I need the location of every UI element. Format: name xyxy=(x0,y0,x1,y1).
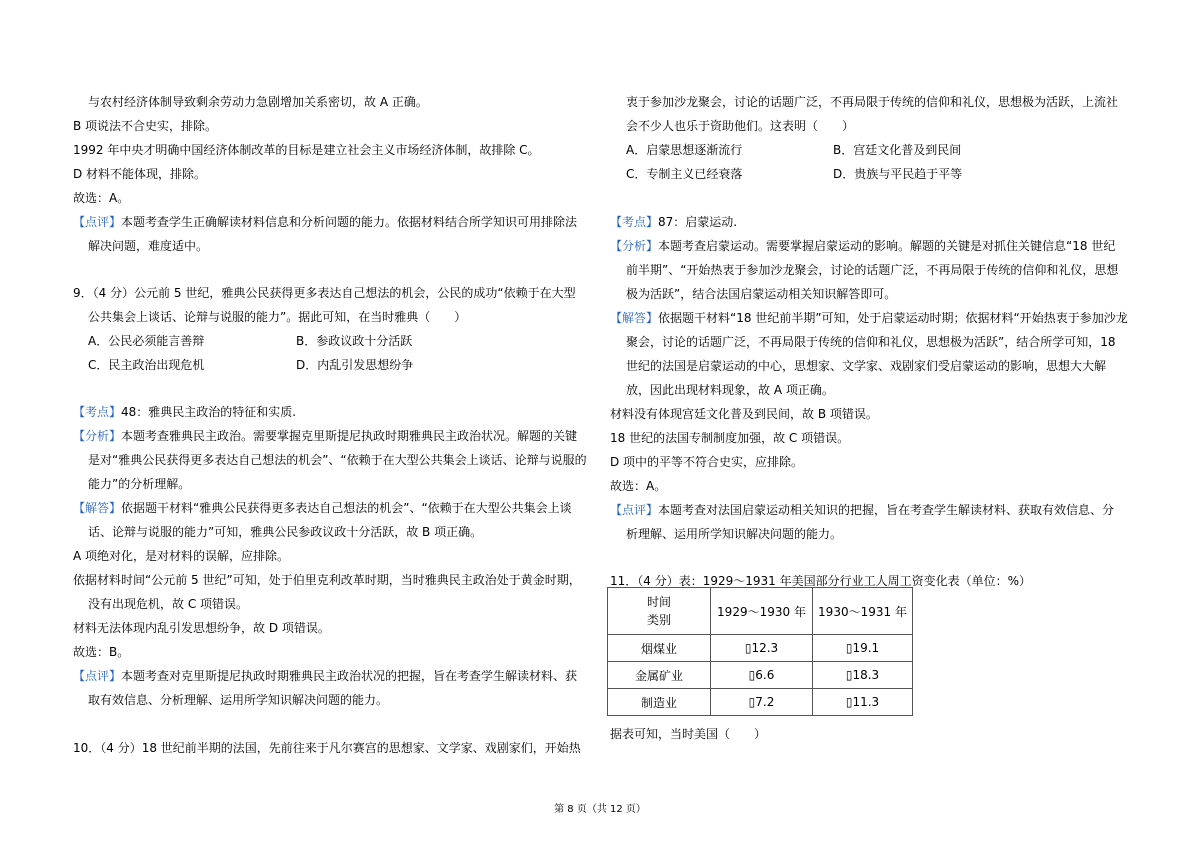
question-9-stem: 公共集会上谈话、论辩与说服的能力”。据此可知，在当时雅典（ ） xyxy=(88,310,467,324)
comment-line xyxy=(73,668,577,684)
text-line: 18 世纪的法国专制制度加强，故 C 项错误。 xyxy=(610,431,850,445)
missing-glyph-icon: ▯ xyxy=(748,668,756,682)
fenxi-text: 本题考查雅典民主政治。需要掌握克里斯提尼执政时期雅典民主政治状况。解题的关键 xyxy=(121,429,578,443)
text-line: 没有出现危机，故 C 项错误。 xyxy=(88,597,249,611)
text-line: D 项中的平等不符合史实，应排除。 xyxy=(610,455,804,469)
wage-change-table xyxy=(607,587,913,716)
comment-line xyxy=(610,502,1114,518)
text-line: 能力”的分析理解。 xyxy=(88,477,191,491)
option-c: C．民主政治出现危机 xyxy=(88,358,205,372)
text-line: A 项绝对化，是对材料的误解，应排除。 xyxy=(73,549,290,563)
fenxi-text: 本题考查启蒙运动。需要掌握启蒙运动的影响。解题的关键是对抓住关键信息“18 世纪 xyxy=(658,239,1116,253)
text-line: 与农村经济体制导致剩余劳动力急剧增加关系密切，故 A 正确。 xyxy=(88,95,428,109)
missing-glyph-icon: ▯ xyxy=(744,641,752,655)
question-10-stem: 衷于参加沙龙聚会，讨论的话题广泛，不再局限于传统的信仰和礼仪，思想极为活跃，上流社 xyxy=(626,95,1119,109)
text-line: 1992 年中央才明确中国经济体制改革的目标是建立社会主义市场经济体制，故排除 C。 xyxy=(73,143,540,157)
value-text: 12.3 xyxy=(751,641,779,655)
option-b: B．宫廷文化普及到民间 xyxy=(833,143,962,157)
kaodian-tag: 【考点】 xyxy=(73,405,122,419)
jieda-text: 依据题干材料“雅典公民获得更多表达自己想法的机会”、“依赖于在大型公共集会上谈 xyxy=(121,501,572,515)
text-line: 前半期”、“开始热衷于参加沙龙聚会，讨论的话题广泛，不再局限于传统的信仰和礼仪，思想 xyxy=(626,263,1119,277)
missing-glyph-icon: ▯ xyxy=(845,668,853,682)
fenxi-line xyxy=(610,238,1115,254)
table-row xyxy=(608,662,913,689)
kaodian-tag: 【考点】 xyxy=(610,215,659,229)
row-value xyxy=(711,635,813,662)
row-value xyxy=(711,662,813,689)
comment-text: 本题考查学生正确解读材料信息和分析问题的能力。依据材料结合所学知识可用排除法 xyxy=(121,215,578,229)
text-line: 析理解、运用所学知识解决问题的能力。 xyxy=(626,527,843,541)
text-line: D 材料不能体现，排除。 xyxy=(73,167,207,181)
option-c: C．专制主义已经衰落 xyxy=(626,167,743,181)
jieda-text: 依据题干材料“18 世纪前半期”可知，处于启蒙运动时期；依据材料“开始热衷于参加沙龙 xyxy=(658,311,1128,325)
text-line: 聚会，讨论的话题广泛，不再局限于传统的信仰和礼仪，思想极为活跃”，结合所学可知，18 xyxy=(626,335,1116,349)
text-line: 是对“雅典公民获得更多表达自己想法的机会”、“依赖于在大型公共集会上谈话、论辩与说服的 xyxy=(88,453,587,467)
text-line: 材料无法体现内乱引发思想纷争，故 D 项错误。 xyxy=(73,621,330,635)
missing-glyph-icon: ▯ xyxy=(748,695,756,709)
option-b: B．参政议政十分活跃 xyxy=(296,334,413,348)
kaodian-line xyxy=(73,404,296,420)
value-text: 19.1 xyxy=(852,641,880,655)
missing-glyph-icon: ▯ xyxy=(845,695,853,709)
text-line: 放，因此出现材料现象，故 A 项正确。 xyxy=(626,383,834,397)
comment-tag: 【点评】 xyxy=(73,215,122,229)
text-line: 故选：A。 xyxy=(73,191,130,205)
option-a: A．启蒙思想逐渐流行 xyxy=(626,143,743,157)
kaodian-text: 87：启蒙运动. xyxy=(658,215,738,229)
table-row xyxy=(608,689,913,716)
text-line: 材料没有体现宫廷文化普及到民间，故 B 项错误。 xyxy=(610,407,878,421)
comment-tag: 【点评】 xyxy=(73,669,122,683)
comment-text: 本题考查对克里斯提尼执政时期雅典民主政治状况的把握，旨在考查学生解读材料、获 xyxy=(121,669,578,683)
text-line: B 项说法不合史实，排除。 xyxy=(73,119,218,133)
answer-line: 故选：B。 xyxy=(73,645,130,659)
option-d: D．贵族与平民趋于平等 xyxy=(833,167,963,181)
value-text: 11.3 xyxy=(852,695,880,709)
jieda-line xyxy=(73,500,572,516)
missing-glyph-icon: ▯ xyxy=(845,641,853,655)
text-line: 话、论辩与说服的能力”可知，雅典公民参政议政十分活跃，故 B 项正确。 xyxy=(88,525,483,539)
header-cell-diagonal xyxy=(608,588,711,635)
text-line: 取有效信息、分析理解、运用所学知识解决问题的能力。 xyxy=(88,693,389,707)
table-header-row xyxy=(608,588,913,635)
kaodian-text: 48：雅典民主政治的特征和实质. xyxy=(121,405,297,419)
comment-line xyxy=(73,214,577,230)
header-time: 时间 xyxy=(646,595,671,609)
page-footer: 第 8 页（共 12 页） xyxy=(554,804,646,815)
table-row xyxy=(608,635,913,662)
fenxi-tag: 【分析】 xyxy=(73,429,122,443)
header-category: 类别 xyxy=(646,613,671,627)
fenxi-line xyxy=(73,428,577,444)
question-10-stem: 10．（4 分）18 世纪前半期的法国，先前往来于凡尔赛宫的思想家、文学家、戏剧家们，开始热 xyxy=(73,741,581,755)
option-d: D．内乱引发思想纷争 xyxy=(296,358,414,372)
text-line: 世纪的法国是启蒙运动的中心，思想家、文学家、戏剧家们受启蒙运动的影响，思想大大解 xyxy=(626,359,1107,373)
comment-text: 本题考查对法国启蒙运动相关知识的把握，旨在考查学生解读材料、获取有效信息、分 xyxy=(658,503,1115,517)
fenxi-tag: 【分析】 xyxy=(610,239,659,253)
text-line: 依据材料时间“公元前 5 世纪”可知，处于伯里克利改革时期，当时雅典民主政治处于黄金时期， xyxy=(73,573,581,587)
value-text: 7.2 xyxy=(755,695,775,709)
text-line: 极为活跃”，结合法国启蒙运动相关知识解答即可。 xyxy=(626,287,897,301)
question-11-stem: 11．（4 分）表：1929～1931 年美国部分行业工人周工资变化表（单位：%） xyxy=(610,574,1032,588)
jieda-tag: 【解答】 xyxy=(610,311,659,325)
text-line: 解决问题，难度适中。 xyxy=(88,239,209,253)
option-a: A．公民必须能言善辩 xyxy=(88,334,205,348)
question-9-stem: 9．（4 分）公元前 5 世纪，雅典公民获得更多表达自己想法的机会，公民的成功“依赖于在大型 xyxy=(73,286,576,300)
jieda-line xyxy=(610,310,1128,326)
kaodian-line xyxy=(610,214,737,230)
header-col2: 1930～1931 年 xyxy=(813,588,913,635)
row-label: 金属矿业 xyxy=(608,662,711,689)
comment-tag: 【点评】 xyxy=(610,503,659,517)
header-col1: 1929～1930 年 xyxy=(711,588,813,635)
row-value xyxy=(813,635,913,662)
row-value xyxy=(711,689,813,716)
row-label: 制造业 xyxy=(608,689,711,716)
value-text: 18.3 xyxy=(852,668,880,682)
row-label: 烟煤业 xyxy=(608,635,711,662)
row-value xyxy=(813,662,913,689)
value-text: 6.6 xyxy=(755,668,775,682)
question-10-stem: 会不少人也乐于资助他们。这表明（ ） xyxy=(626,119,855,133)
question-11-prompt: 据表可知，当时美国（ ） xyxy=(610,727,767,741)
row-value xyxy=(813,689,913,716)
answer-line: 故选：A。 xyxy=(610,479,667,493)
jieda-tag: 【解答】 xyxy=(73,501,122,515)
